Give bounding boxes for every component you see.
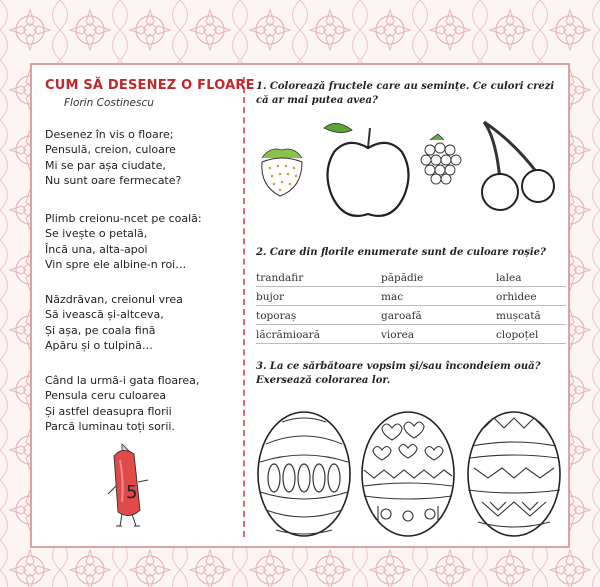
poem-line: Pensula ceru culoarea [45,389,167,403]
poem-line: Vin spre ele albine-n roi… [45,257,187,271]
flowers-list [256,268,566,344]
question-1: 1. Colorează fructele care au semințe. Ce culori crezi că ar mai putea avea? [256,81,555,106]
stanza-4 [45,373,199,434]
pencil-mascot-icon [100,440,160,530]
flower-name: păpădie [381,272,424,284]
stanza-2 [45,211,202,272]
strawberry-icon [262,149,302,196]
poem-line: Și așa, pe coala fină [45,323,156,337]
list-item [256,325,566,344]
easter-eggs-illustration [252,398,568,543]
question-3: 3. La ce sărbătoare vopsim și/sau încondeiem ouă? Exersează colorarea lor. [256,361,541,386]
flower-name: lăcrămioară [256,329,320,341]
stanza-3 [45,292,183,353]
poem-line: Când la urmă-i gata floarea, [45,374,200,387]
cherries-icon [482,122,554,210]
poem-title: CUM SĂ DESENEZ O FLOARE [45,78,255,93]
egg-3-icon [468,412,560,536]
egg-1-icon [258,412,350,536]
poem-author: Florin Costinescu [64,97,154,109]
fruits-illustration [252,118,568,223]
list-item [256,268,566,287]
list-item [256,287,566,306]
poem-line: Să ivească și-altceva, [45,308,164,322]
flower-name: clopoțel [496,329,539,341]
question-2: 2. Care din florile enumerate sunt de culoare roșie? [256,247,546,258]
poem-line: Desenez în vis o floare; [45,128,174,141]
poem-line: Apăru și o tulpină… [45,338,153,352]
flower-name: garoafă [381,310,422,322]
flower-name: mac [381,291,404,303]
flower-name: mușcată [496,310,541,322]
poem-line: Plimb creionu-ncet pe coală: [45,212,202,225]
poem-line: Năzdrăvan, creionul vrea [45,293,183,306]
apple-icon [324,123,409,215]
flower-name: orhidee [496,291,537,303]
list-item [256,306,566,325]
flower-name: toporaș [256,310,297,322]
flower-name: lalea [496,272,522,284]
poem-line: Pensulă, creion, culoare [45,143,176,157]
poem-line: Se ivește o petală, [45,227,148,241]
poem-line: Parcă luminau toți sorii. [45,419,175,433]
flower-name: viorea [381,329,415,341]
poem-line: Încă una, alta-apoi [45,242,148,256]
page-number: 5 [126,482,138,503]
flower-name: bujor [256,291,285,303]
stanza-1 [45,127,181,188]
column-divider [243,77,245,537]
egg-2-icon [362,412,454,536]
raspberry-icon [421,134,461,184]
poem-line: Mi se par așa ciudate, [45,158,166,172]
poem-line: Și astfel deasupra florii [45,404,172,418]
flower-name: trandafir [256,272,304,284]
poem-line: Nu sunt oare fermecate? [45,173,182,187]
